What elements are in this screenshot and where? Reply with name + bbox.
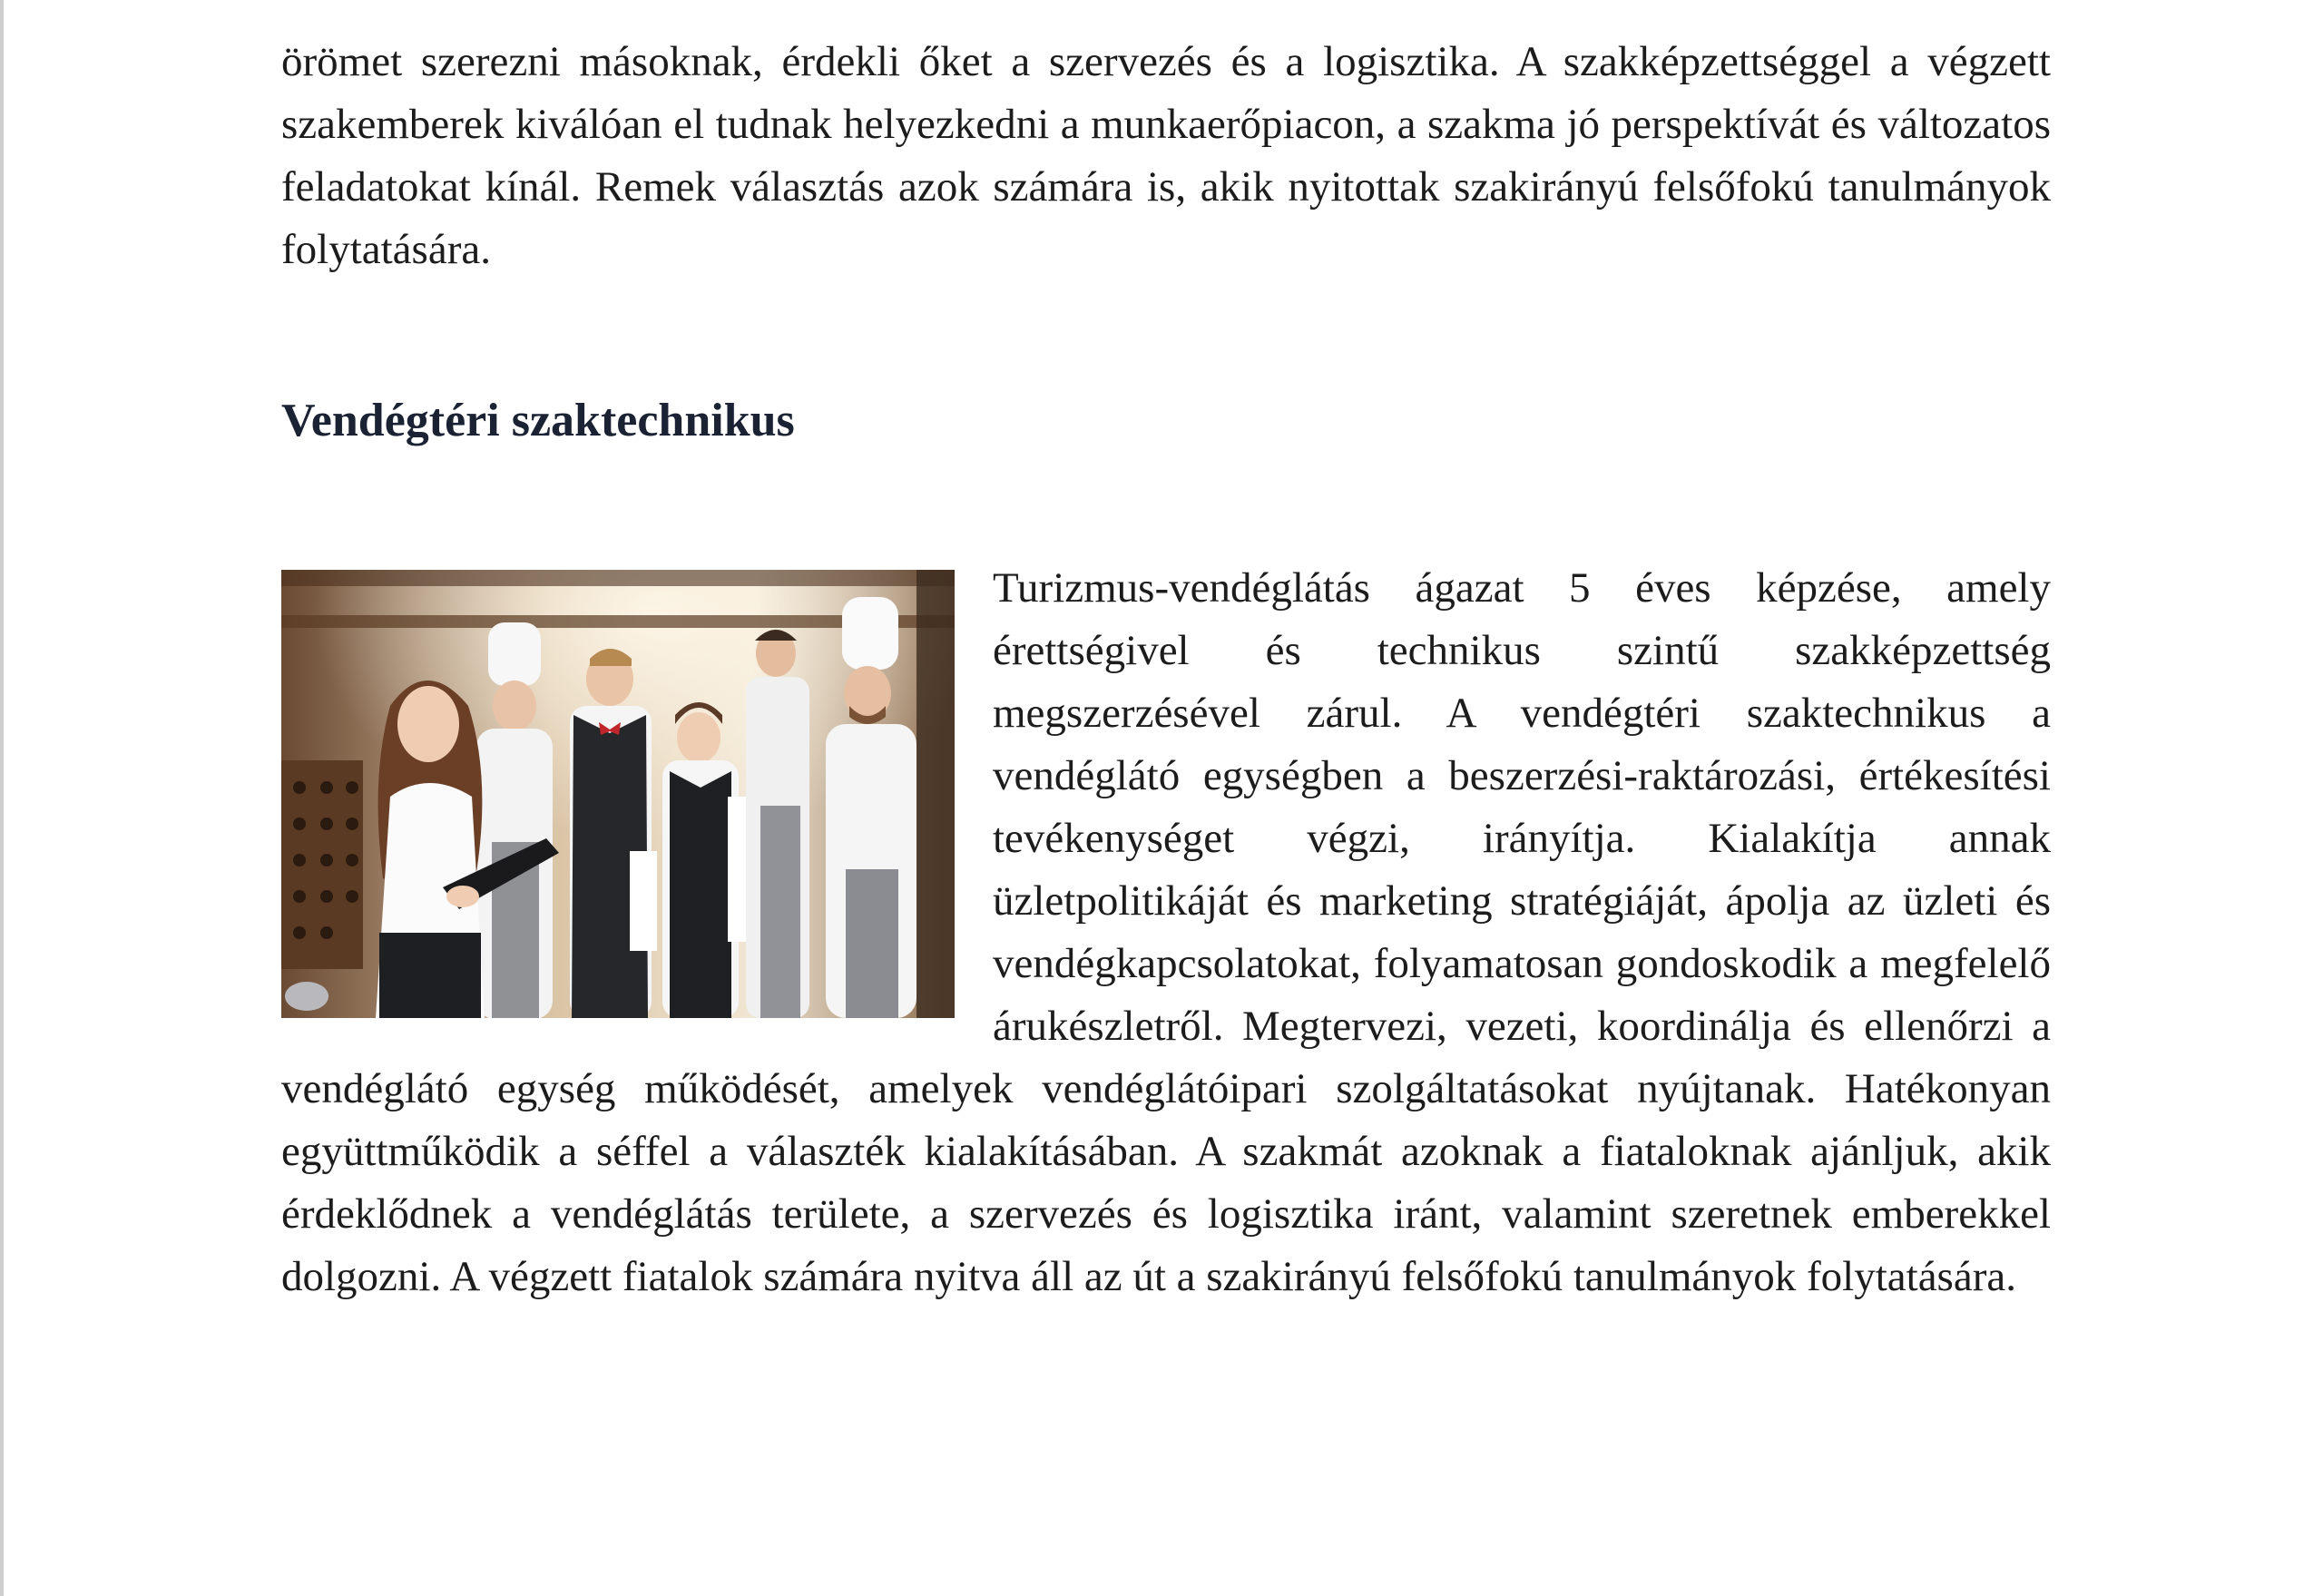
restaurant-staff-photo <box>281 570 955 1018</box>
section-paragraph: Turizmus-vendéglátás ágazat 5 éves képzése, amely érettségivel és technikus szintű szakképzettség megszerzésével zárul. A vendégtéri szaktechnikus a vendéglátó egységben a beszerzési-raktározási, értékesítési tevékenységet végzi, irányítja. Kialakítja annak üzletpolitikáját és marketing stratégiáját, ápolja az üzleti és vendégkapcsolatokat, folyamatosan gondoskodik a megfelelő árukészletről. Megtervezi, vezeti, koordinálja és ellenőrzi a vendéglátó egység működését, amelyek vendéglátóipari szolgáltatásokat nyújtanak. Hatékonyan együttműködik a séffel a választék kialakításában. A szakmát azoknak a fiataloknak ajánljuk, akik érdeklődnek a vendéglátás területe, a szervezés és logisztika iránt, valamint szeretnek emberekkel dolgozni. A végzett fiatalok számára nyitva áll az út a szakirányú felsőfokú tanulmányok folytatására. <box>281 564 2051 1300</box>
section-heading: Vendégtéri szaktechnikus <box>281 395 795 446</box>
section-body <box>281 557 2051 1308</box>
intro-paragraph: örömet szerezni másoknak, érdekli őket a szervezés és a logisztika. A szakképzettséggel a végzett szakemberek kiválóan el tudnak helyezkedni a munkaerőpiacon, a szakma jó perspektívát és változatos feladatokat kínál. Remek választás azok számára is, akik nyitottak szakirányú felsőfokú tanulmányok folytatására. <box>281 38 2051 273</box>
page-edge <box>0 0 4 1596</box>
document-content <box>281 31 2051 1300</box>
